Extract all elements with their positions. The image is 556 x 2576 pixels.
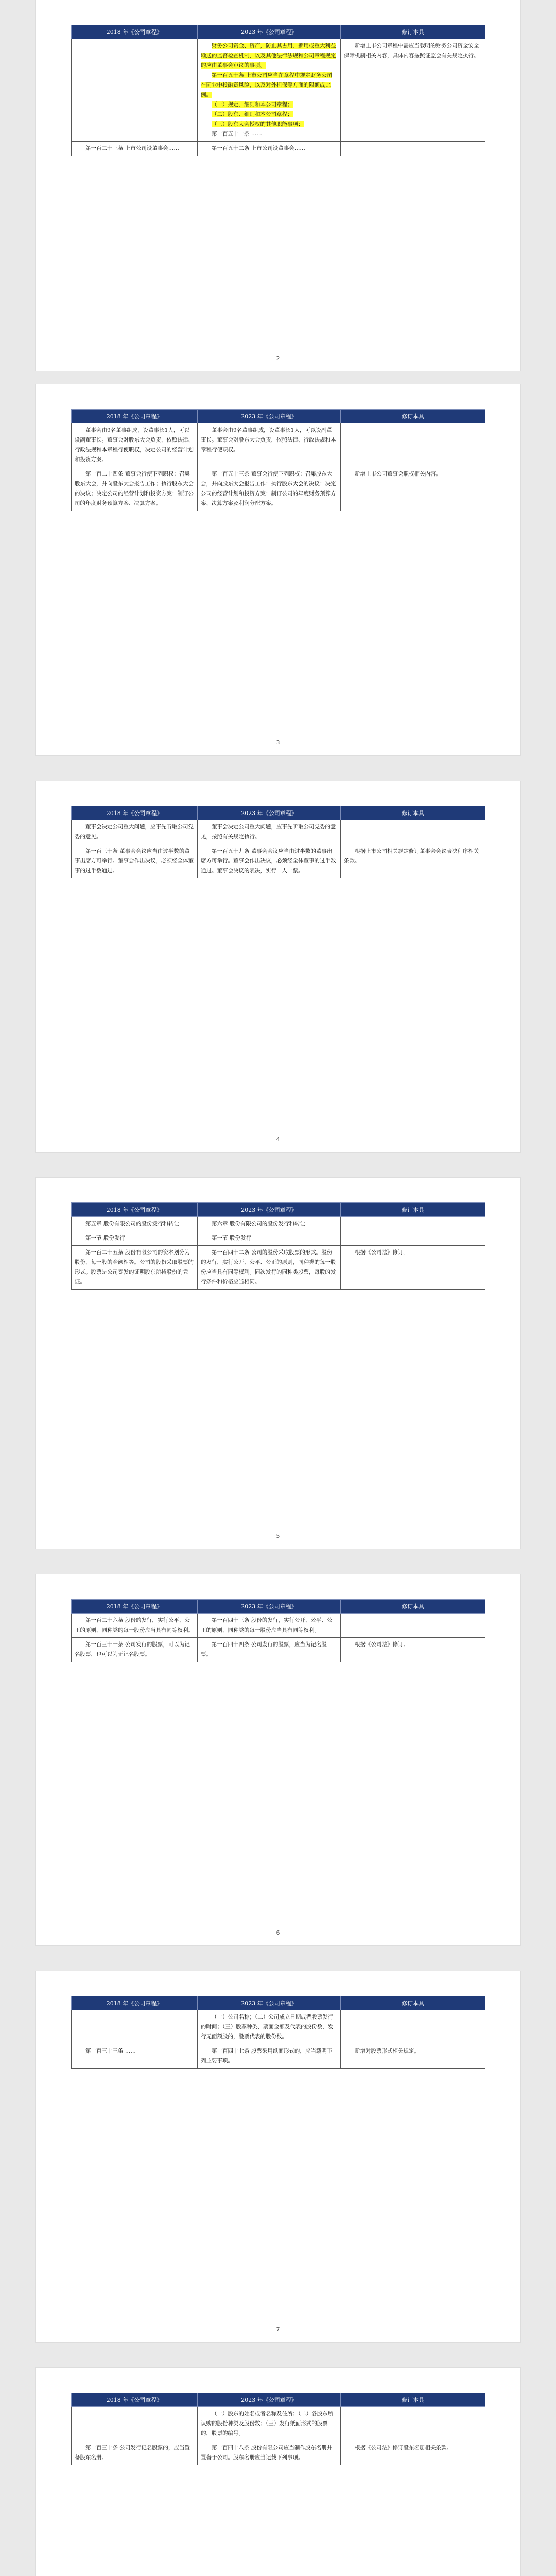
header-2023-charter: 2023 年《公司章程》	[198, 25, 341, 39]
table-row	[72, 820, 485, 844]
cell-2018-text	[72, 820, 198, 844]
paragraph: 第一百五十二条 上市公司设董事会……	[212, 145, 305, 151]
cell-2023-text	[198, 467, 341, 511]
cell-revision-note	[341, 423, 485, 467]
table-row	[72, 423, 485, 467]
paragraph: 第五章 股份有限公司的股份发行和转让	[85, 1221, 179, 1227]
header-2018-charter: 2018 年《公司章程》	[72, 1600, 198, 1614]
cell-2023-text	[198, 820, 341, 844]
cell-2018-text	[72, 1246, 198, 1290]
highlighted-text: （二）股东、细则和本公司章程；	[212, 111, 293, 117]
cell-2023-text	[198, 423, 341, 467]
highlighted-text: （三）股东大会授权的其他职能事项；	[212, 121, 304, 127]
table-row	[72, 2010, 485, 2044]
table-row	[72, 2044, 485, 2069]
paragraph: 第一百二十五条 股份有限公司的资本划分为股份，每一股的金额相等。公司的股份采取股票的形式。股票是公司签发的证明股东所持股份的凭证。	[75, 1249, 194, 1285]
document-page	[36, 1178, 520, 1549]
paragraph: （一）公司名称；（二）公司成立日期或者股票发行的时间；（三）股票种类、票面金额及代表的股份数，发行无面额股的，股票代表的股份数。	[201, 2014, 334, 2040]
comparison-table	[71, 1599, 485, 1662]
document-page	[36, 2368, 520, 2576]
highlighted-text: （一）规定、细则和本公司章程；	[212, 101, 293, 108]
cell-2018-text	[72, 467, 198, 511]
table-row	[72, 2407, 485, 2441]
table-row	[72, 467, 485, 511]
comparison-table	[71, 1202, 485, 1290]
table-row	[72, 39, 485, 142]
table-row	[72, 1638, 485, 1662]
cell-2023-text	[198, 1217, 341, 1231]
paragraph: 第一百三十条 公司发行记名股票的，应当置备股东名册。	[75, 2445, 190, 2461]
document-page	[36, 1971, 520, 2342]
paragraph: 董事会决定公司重大问题，应事先听取公司党委的意见，按照有关规定执行。	[201, 824, 336, 840]
table-row	[72, 1231, 485, 1246]
table-row	[72, 142, 485, 156]
paragraph: 第一百五十三条 董事会行使下列职权：召集股东大会，并向股东大会报告工作；执行股东大会的决议；决定公司的经营计划和投资方案；制订公司的年度财务预算方案、决算方案及利润分配方案。	[201, 471, 336, 506]
header-2018-charter: 2018 年《公司章程》	[72, 2393, 198, 2407]
cell-2018-text	[72, 39, 198, 142]
table-row	[72, 1217, 485, 1231]
paragraph: 第一百五十一条 ……	[212, 131, 262, 137]
paragraph	[201, 110, 337, 120]
cell-revision-note	[341, 467, 485, 511]
paragraph: 第一百三十条 董事会会议应当由过半数的董事出席方可举行。董事会作出决议，必须经全体董事的过半数通过。	[75, 848, 194, 874]
table-header-row	[72, 25, 485, 39]
header-2023-charter: 2023 年《公司章程》	[198, 410, 341, 423]
document-page	[36, 0, 520, 371]
cell-revision-note	[341, 2010, 485, 2044]
cell-2023-text	[198, 1246, 341, 1290]
paragraph	[201, 41, 337, 71]
page-number: 7	[276, 2326, 280, 2333]
paragraph: 根据上市公司相关规定修订董事会会议表决程序相关条款。	[344, 848, 479, 864]
paragraph: 董事会决定公司重大问题，应事先听取公司党委的意见。	[75, 824, 194, 840]
cell-2023-text	[198, 142, 341, 156]
paragraph: 第一节 股份发行	[85, 1235, 125, 1241]
paragraph: 新增上市公司董事会职权相关内容。	[355, 471, 441, 477]
table-header-row	[72, 1203, 485, 1217]
paragraph: 第一百二十四条 董事会行使下列职权：召集股东大会，并向股东大会报告工作；执行股东大会的决议；决定公司的经营计划和投资方案；制订公司的年度财务预算方案、决算方案。	[75, 471, 194, 506]
header-revision-notes: 修订本具	[341, 1996, 485, 2010]
page-number: 6	[276, 1929, 280, 1936]
cell-2018-text	[72, 2010, 198, 2044]
highlighted-text: 财务公司资金、资产，防止其占用、挪用或重大利益输送的监督检查机制，以及其他法律法规和公司章程规定的应由董事会审议的事项。	[201, 43, 336, 69]
comparison-table	[71, 806, 485, 878]
header-revision-notes: 修订本具	[341, 2393, 485, 2407]
paragraph	[201, 100, 337, 110]
header-2018-charter: 2018 年《公司章程》	[72, 410, 198, 423]
table-header-row	[72, 1996, 485, 2010]
cell-2023-text	[198, 2044, 341, 2069]
header-2018-charter: 2018 年《公司章程》	[72, 25, 198, 39]
page-number: 2	[276, 355, 280, 362]
paragraph: 第一百四十八条 股份有限公司应当制作股东名册并置备于公司。股东名册应当记载下列事项。	[201, 2445, 333, 2461]
table-header-row	[72, 410, 485, 423]
highlighted-text: 第一百五十条 上市公司应当在章程中规定财务公司在同业中投融资风险，以及对外担保等方面的限额或比例。	[201, 72, 333, 98]
paragraph: 第一百二十六条 股份的发行，实行公平、公正的原则，同种类的每一股份应当具有同等权利。	[75, 1617, 194, 1633]
cell-2023-text	[198, 844, 341, 878]
cell-revision-note	[341, 1217, 485, 1231]
paragraph: 第一节 股份发行	[212, 1235, 251, 1241]
cell-2018-text	[72, 2044, 198, 2069]
cell-2018-text	[72, 423, 198, 467]
paragraph	[201, 71, 337, 100]
comparison-table	[71, 25, 485, 156]
cell-2023-text	[198, 39, 341, 142]
table-row	[72, 844, 485, 878]
cell-revision-note	[341, 820, 485, 844]
page-number: 5	[276, 1533, 280, 1539]
header-revision-notes: 修订本具	[341, 806, 485, 820]
cell-2023-text	[198, 1638, 341, 1662]
cell-2023-text	[198, 1614, 341, 1638]
cell-2018-text	[72, 1217, 198, 1231]
cell-revision-note	[341, 142, 485, 156]
header-2018-charter: 2018 年《公司章程》	[72, 1203, 198, 1217]
table-header-row	[72, 1600, 485, 1614]
paragraph: 新增对股票形式相关规定。	[355, 2048, 420, 2054]
table-row	[72, 1614, 485, 1638]
cell-revision-note	[341, 1614, 485, 1638]
comparison-table	[71, 1996, 485, 2069]
header-2023-charter: 2023 年《公司章程》	[198, 2393, 341, 2407]
table-header-row	[72, 806, 485, 820]
cell-2018-text	[72, 142, 198, 156]
table-row	[72, 1246, 485, 1290]
header-2023-charter: 2023 年《公司章程》	[198, 1600, 341, 1614]
paragraph: 第一百三十一条 公司发行的股票，可以为记名股票，也可以为无记名股票。	[75, 1641, 190, 1657]
cell-2023-text	[198, 2010, 341, 2044]
paragraph: 董事会由9名董事组成，设董事长1人，可以设副董事长。董事会对股东大会负责，依照法律、行政法规和本章程行使职权。	[201, 427, 336, 453]
paragraph: 根据《公司法》修订。	[355, 1641, 409, 1648]
paragraph	[201, 120, 337, 129]
cell-revision-note	[341, 39, 485, 142]
header-revision-notes: 修订本具	[341, 25, 485, 39]
cell-revision-note	[341, 2441, 485, 2465]
header-2023-charter: 2023 年《公司章程》	[198, 806, 341, 820]
cell-revision-note	[341, 1231, 485, 1246]
header-revision-notes: 修订本具	[341, 410, 485, 423]
cell-2018-text	[72, 1614, 198, 1638]
header-revision-notes: 修订本具	[341, 1203, 485, 1217]
cell-2018-text	[72, 2441, 198, 2465]
paragraph: 第一百四十三条 股份的发行，实行公开、公平、公正的原则，同种类的每一股份应当具有同等权利。	[201, 1617, 333, 1633]
cell-2018-text	[72, 1638, 198, 1662]
page-number: 3	[276, 739, 280, 746]
paragraph: 第六章 股份有限公司的股份发行和转让	[212, 1221, 305, 1227]
document-page	[36, 384, 520, 755]
header-2018-charter: 2018 年《公司章程》	[72, 806, 198, 820]
paragraph: 根据《公司法》修订。	[355, 1249, 409, 1256]
document-page	[36, 1574, 520, 1945]
paragraph: 新增上市公司章程中需应当载明的财务公司资金安全保障机制相关内容，具体内容按照证监会有关规定执行。	[344, 43, 479, 59]
paragraph: 第一百三十三条 ……	[85, 2048, 136, 2054]
cell-revision-note	[341, 1638, 485, 1662]
cell-revision-note	[341, 1246, 485, 1290]
paragraph: 第一百四十二条 公司的股份采取股票的形式。股份的发行，实行公开、公平、公正的原则，同种类的每一股份应当具有同等权利。同次发行的同种类股票，每股的发行条件和价格应当相同。	[201, 1249, 336, 1285]
page-number: 4	[276, 1136, 280, 1143]
paragraph: 第一百五十九条 董事会会议应当由过半数的董事出席方可举行。董事会作出决议，必须经全体董事的过半数通过。董事会决议的表决，实行一人一票。	[201, 848, 336, 874]
cell-2018-text	[72, 1231, 198, 1246]
document-page	[36, 781, 520, 1152]
paragraph: 第一百四十七条 股票采用纸面形式的，应当载明下列主要事项。	[201, 2048, 333, 2064]
header-2018-charter: 2018 年《公司章程》	[72, 1996, 198, 2010]
cell-2023-text	[198, 2441, 341, 2465]
paragraph: 第一百四十四条 公司发行的股票，应当为记名股票。	[201, 1641, 327, 1657]
comparison-table	[71, 409, 485, 511]
table-header-row	[72, 2393, 485, 2407]
header-2023-charter: 2023 年《公司章程》	[198, 1203, 341, 1217]
paragraph: （一）股东的姓名或者名称及住所；（二）各股东所认购的股份种类及股份数；（三）发行纸面形式的股票的，股票的编号。	[201, 2411, 334, 2436]
cell-revision-note	[341, 844, 485, 878]
cell-2023-text	[198, 1231, 341, 1246]
comparison-table	[71, 2393, 485, 2465]
header-revision-notes: 修订本具	[341, 1600, 485, 1614]
paragraph: 第一百二十三条 上市公司设董事会……	[85, 145, 179, 151]
paragraph: 董事会由9名董事组成，设董事长1人，可以设副董事长。董事会对股东大会负责，依照法律、行政法规和本章程行使职权，决定公司的经营计划和投资方案。	[75, 427, 194, 463]
cell-2018-text	[72, 844, 198, 878]
table-row	[72, 2441, 485, 2465]
cell-revision-note	[341, 2407, 485, 2441]
cell-2018-text	[72, 2407, 198, 2441]
header-2023-charter: 2023 年《公司章程》	[198, 1996, 341, 2010]
cell-2023-text	[198, 2407, 341, 2441]
cell-revision-note	[341, 2044, 485, 2069]
paragraph: 根据《公司法》修订股东名册相关条款。	[355, 2445, 452, 2451]
